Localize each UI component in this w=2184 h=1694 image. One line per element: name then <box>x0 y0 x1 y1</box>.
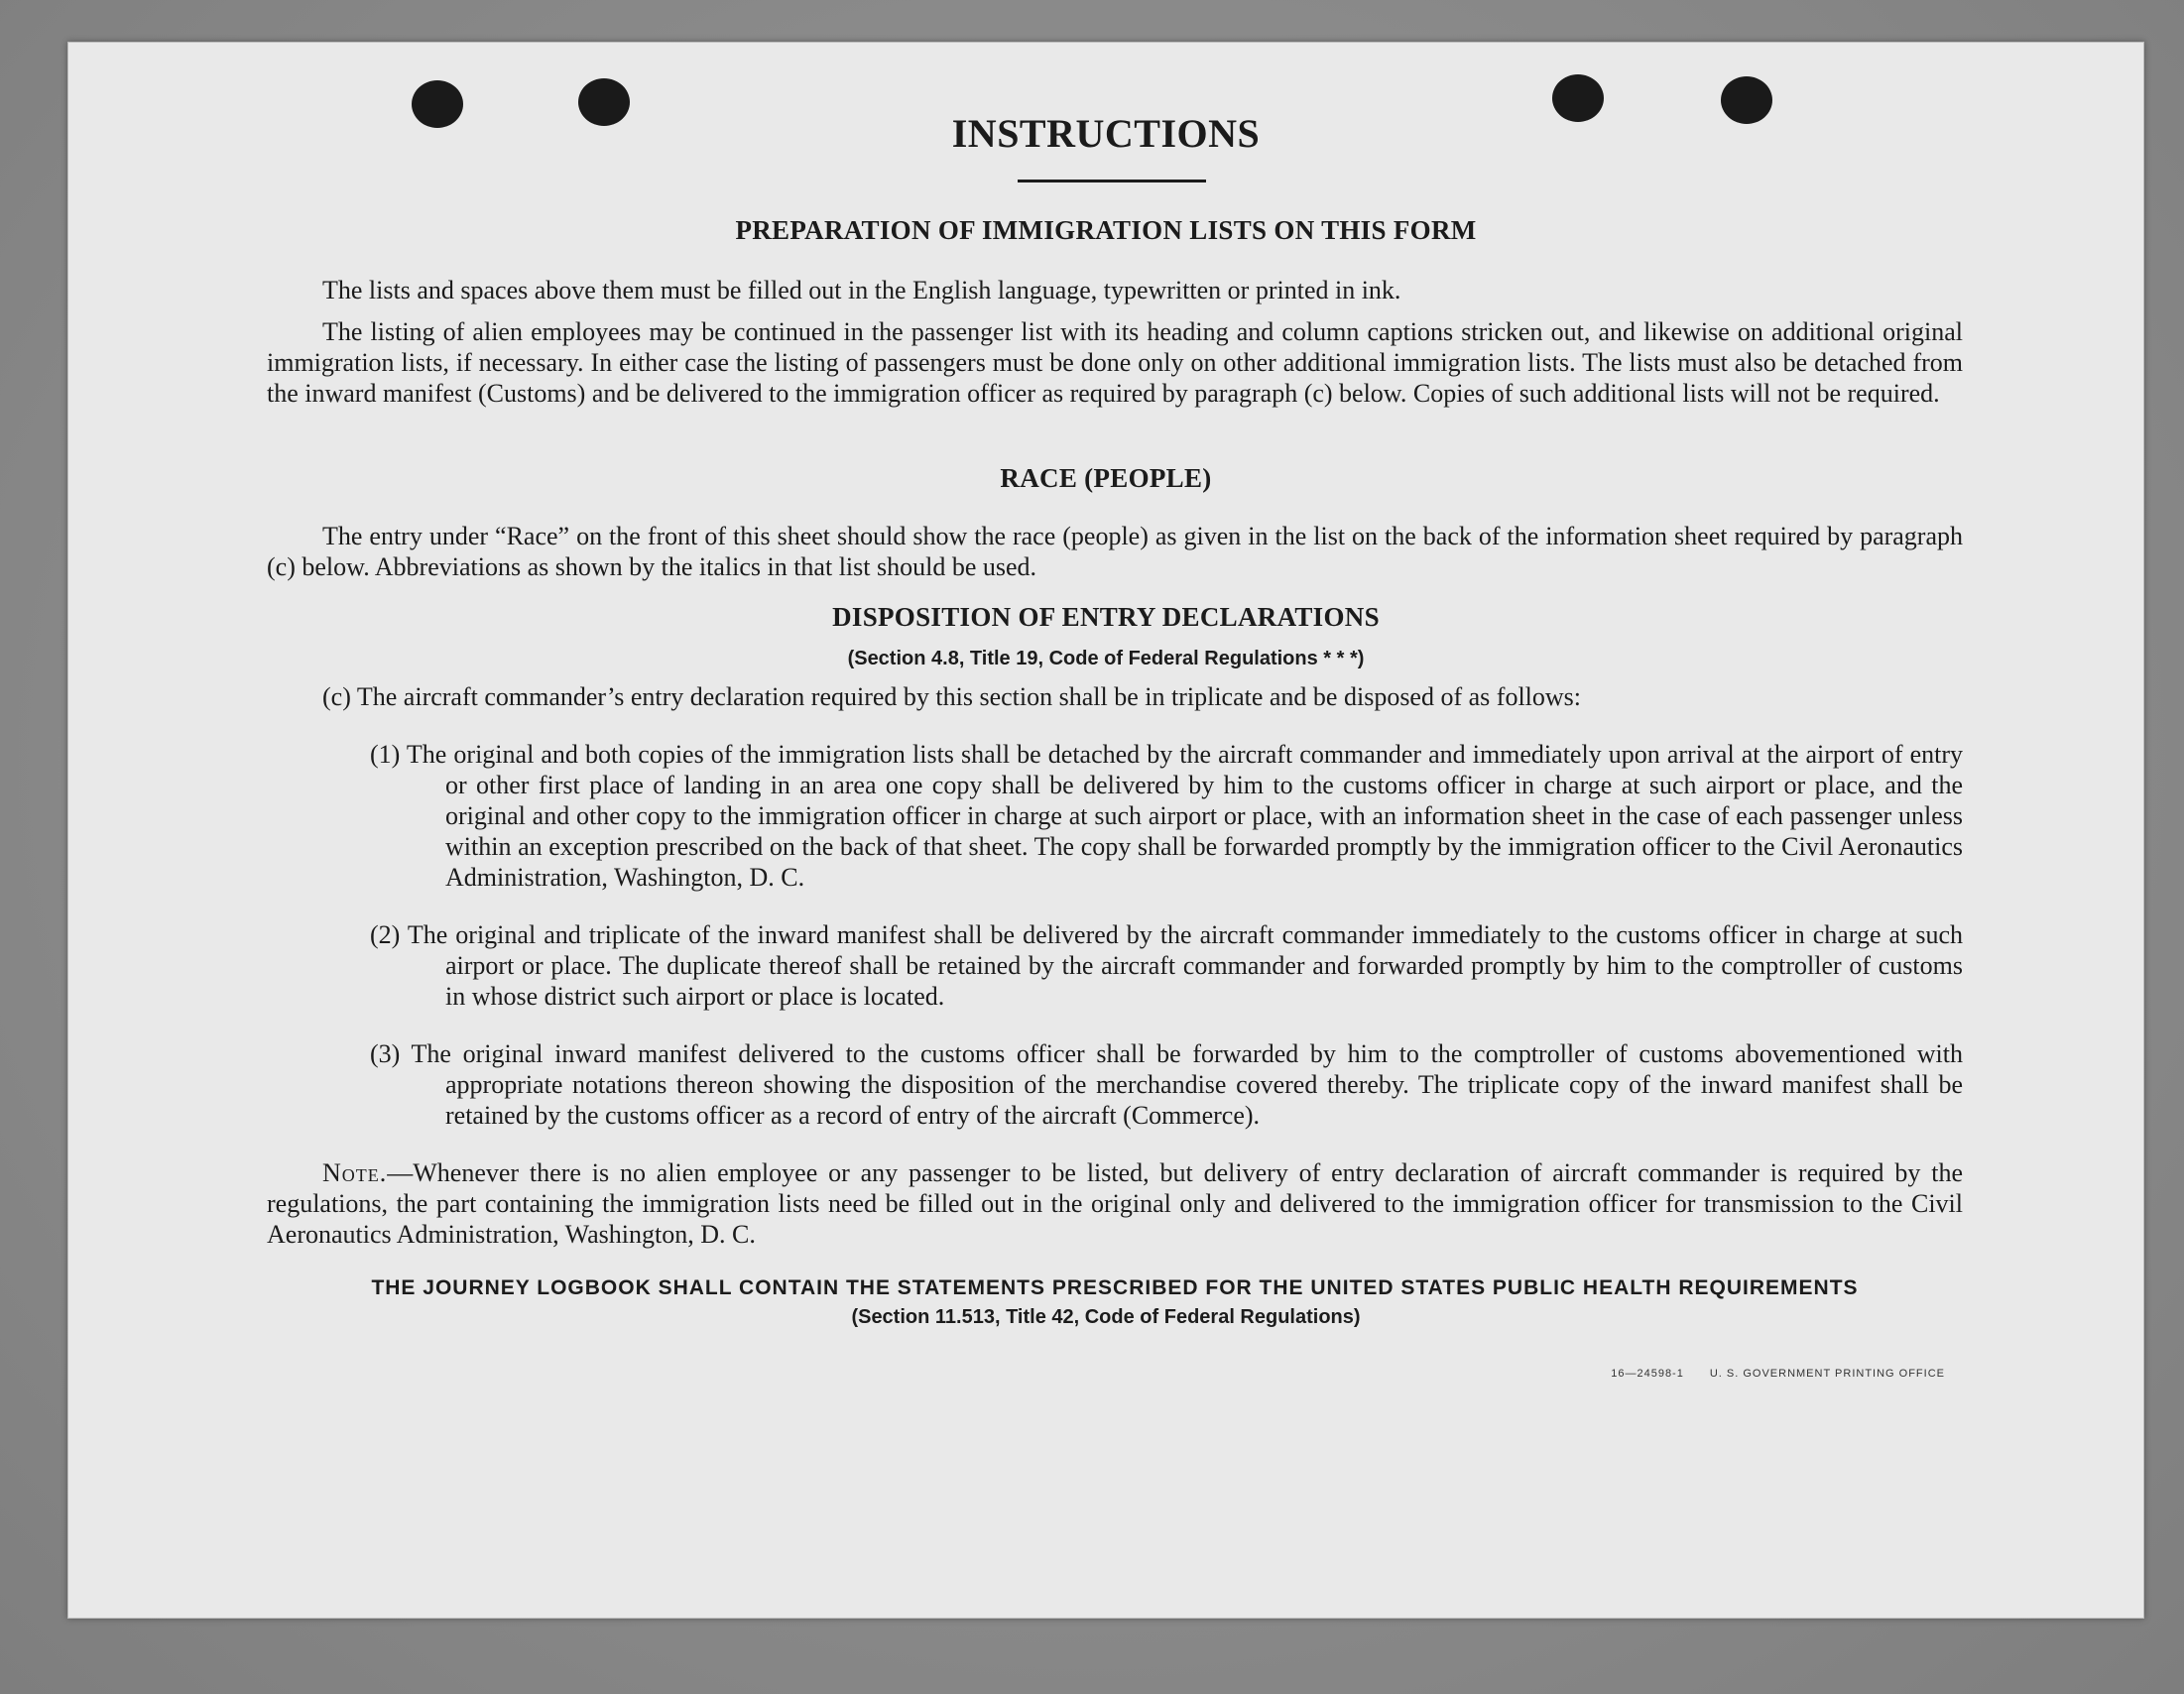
note-label: Note. <box>322 1158 388 1187</box>
paragraph-text: The entry under “Race” on the front of this sheet should show the race (people) as given in the list on the back of the information sheet required by paragraph (c) below. Abbreviations as shown by the italics in that list should be used. <box>267 522 1963 581</box>
section-heading-disposition: DISPOSITION OF ENTRY DECLARATIONS <box>832 602 1380 632</box>
paragraph-text: (c) The aircraft commander’s entry declaration required by this section shall be in triplicate and be disposed of as follows: <box>322 682 1582 711</box>
paragraph-race <box>267 521 1963 582</box>
document-page <box>67 42 2144 1619</box>
paragraph-text: The listing of alien employees may be continued in the passenger list with its heading and column captions stricken out, and likewise on additional original immigration lists, if necessary. In either case the listing of passengers must be done only on other additional immigration lists. The lists must also be detached from the inward manifest (Customs) and be delivered to the immigration officer as required by paragraph (c) below. Copies of such additional lists will not be required. <box>267 317 1963 408</box>
page-title: INSTRUCTIONS <box>951 111 1261 156</box>
form-number: 16—24598-1 <box>1611 1368 1684 1380</box>
footer-citation: (Section 11.513, Title 42, Code of Federal Regulations) <box>851 1306 1361 1328</box>
title-underline <box>1018 180 1206 182</box>
paragraph-intro <box>267 681 1963 712</box>
section-heading-preparation: PREPARATION OF IMMIGRATION LISTS ON THIS FORM <box>735 215 1477 245</box>
paragraph-listing <box>267 316 1963 409</box>
footer-statement: THE JOURNEY LOGBOOK SHALL CONTAIN THE STATEMENTS PRESCRIBED FOR THE UNITED STATES PUBLIC HEALTH REQUIREMENTS <box>371 1276 1859 1299</box>
section-citation: (Section 4.8, Title 19, Code of Federal Regulations * * *) <box>847 648 1365 669</box>
section-heading-race: RACE (PEOPLE) <box>1000 463 1212 493</box>
list-item: (3) The original inward manifest delivered to the customs officer shall be forwarded by him to the comptroller of customs abovementioned with appropriate notations thereon showing the disposition of the merchandise covered thereby. The triplicate copy of the inward manifest shall be retained by the customs officer as a record of entry of the aircraft (Commerce). <box>370 1039 1963 1130</box>
note-text: —Whenever there is no alien employee or any passenger to be listed, but delivery of entry declaration of aircraft commander is required by the regulations, the part containing the immigration lists need be filled out in the original only and delivered to the immigration officer for transmission to the Civil Aeronautics Administration, Washington, D. C. <box>267 1158 1963 1249</box>
paragraph-text: The lists and spaces above them must be filled out in the English language, typewritten or printed in ink. <box>322 276 1401 304</box>
list-item: (2) The original and triplicate of the inward manifest shall be delivered by the aircraft commander immediately to the customs officer in charge at such airport or place. The duplicate thereof shall be retained by the aircraft commander and forwarded promptly by him to the comptroller of customs in whose district such airport or place is located. <box>370 920 1963 1011</box>
paragraph-language <box>267 275 1963 305</box>
list-item: (1) The original and both copies of the immigration lists shall be detached by the aircraft commander and immediately upon arrival at the airport of entry or other first place of landing in an area one copy shall be delivered by him to the customs officer in charge at such airport or place, and the original and other copy to the immigration officer in charge at such airport or place, with an information sheet in the case of each passenger unless within an exception prescribed on the back of that sheet. The copy shall be forwarded promptly by the immigration officer to the Civil Aeronautics Administration, Washington, D. C. <box>370 740 1963 892</box>
printer-name: U. S. GOVERNMENT PRINTING OFFICE <box>1709 1368 1945 1380</box>
paragraph-note <box>267 1157 1963 1250</box>
printer-imprint <box>1611 1368 1945 1380</box>
